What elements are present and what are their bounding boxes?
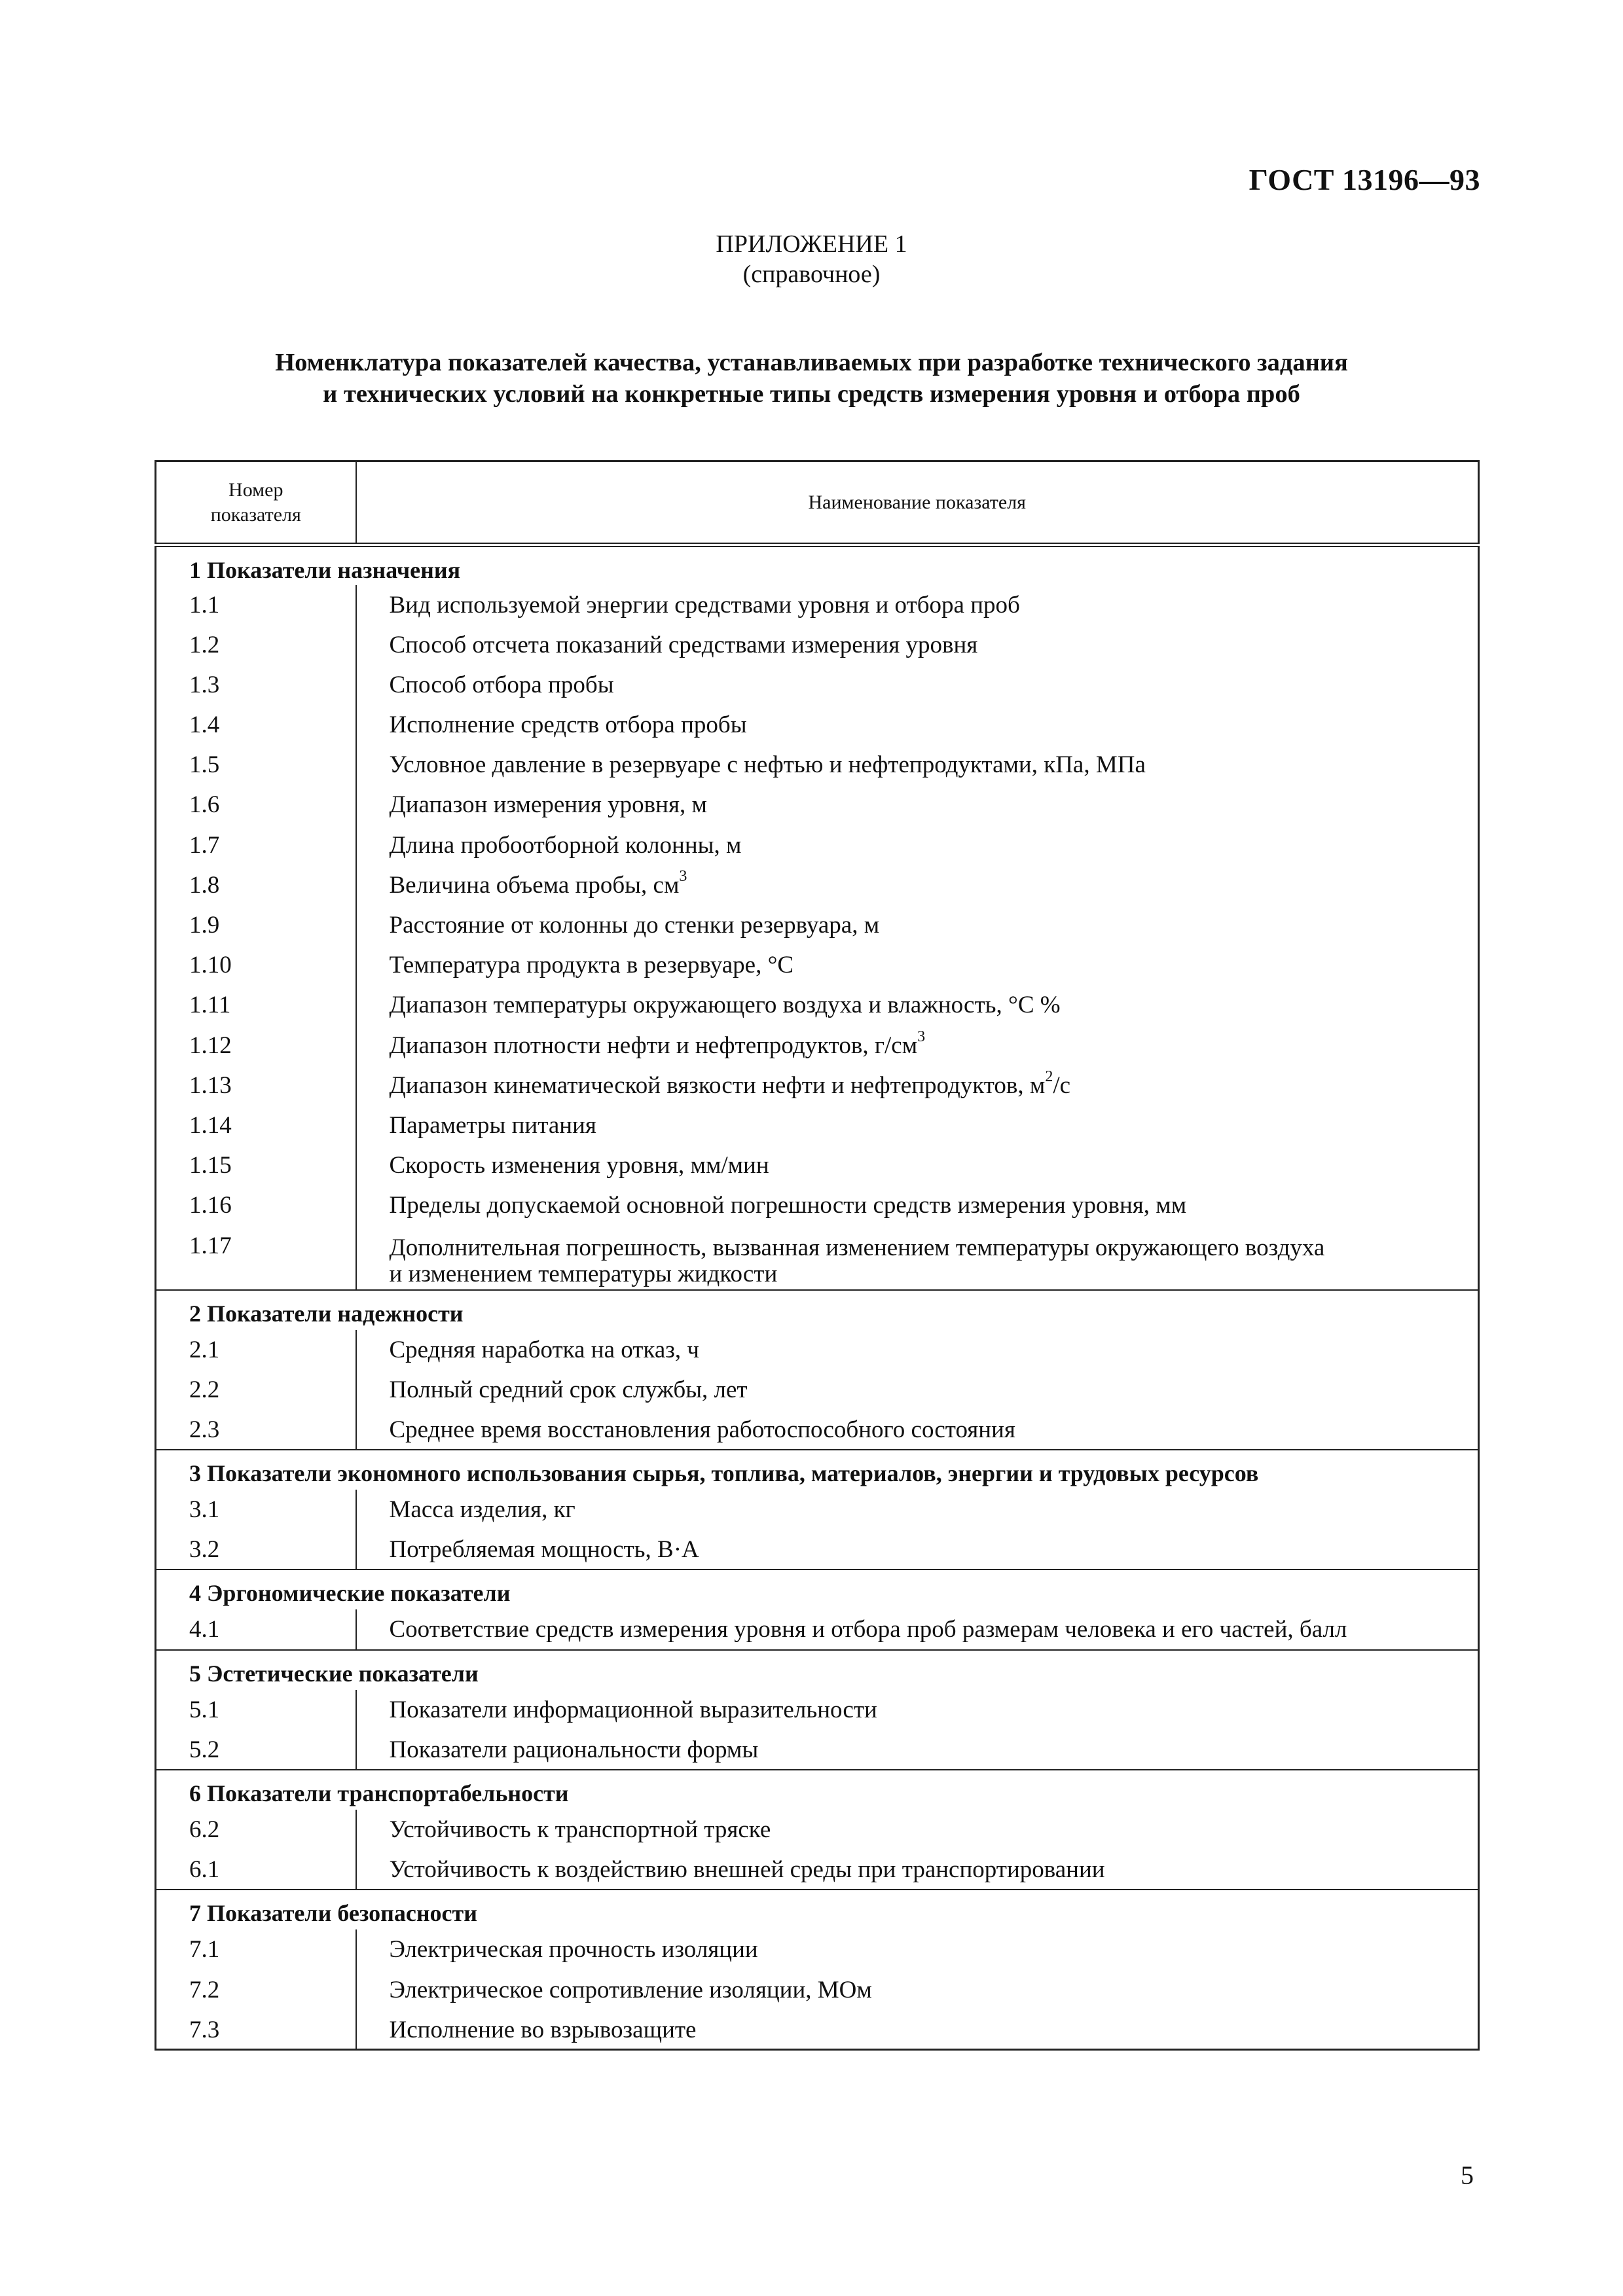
table-row: [156, 1690, 1479, 1730]
standard-number: ГОСТ 13196—93: [1249, 163, 1480, 196]
indicator-number: 1.1: [156, 585, 356, 625]
indicator-name: [356, 1609, 1479, 1649]
indicator-name: [356, 825, 1479, 865]
table-row: [156, 1410, 1479, 1450]
quality-indicators-table: [155, 460, 1480, 2051]
table-body: [156, 545, 1479, 2050]
indicator-number: 1.4: [156, 705, 356, 745]
indicator-number: 2.3: [156, 1410, 356, 1450]
indicator-name: [356, 1490, 1479, 1530]
appendix-title: ПРИЛОЖЕНИЕ 1: [716, 230, 907, 258]
indicator-name: [356, 2010, 1479, 2050]
indicator-number: 6.1: [156, 1850, 356, 1890]
indicator-number: 3.2: [156, 1530, 356, 1570]
table-row: [156, 745, 1479, 785]
appendix-subtitle: (справочное): [742, 260, 881, 288]
indicator-name: [356, 625, 1479, 665]
indicator-name-text: Устойчивость к транспортной тряске: [389, 1816, 771, 1843]
indicator-number: 1.17: [156, 1226, 356, 1290]
indicator-name-text: Исполнение во взрывозащите: [389, 2016, 697, 2043]
indicator-number: 2.2: [156, 1370, 356, 1410]
indicator-name: [356, 1226, 1479, 1290]
indicator-name: [356, 1370, 1479, 1410]
indicator-number: 3.1: [156, 1490, 356, 1530]
indicator-number: 1.8: [156, 865, 356, 905]
indicator-name: [356, 1929, 1479, 1969]
indicator-name-text: Среднее время восстановления работоспособного состояния: [389, 1416, 1015, 1443]
indicator-name-text: Показатели рациональности формы: [389, 1736, 759, 1763]
table-row: [156, 1730, 1479, 1770]
section-row: [156, 1450, 1479, 1490]
appendix-heading: [0, 229, 1623, 289]
indicator-name-text: Потребляемая мощность, В·А: [389, 1536, 699, 1564]
indicator-name: [356, 1145, 1479, 1185]
indicator-name-text: Дополнительная погрешность, вызванная изменением температуры окружающего воздуха: [389, 1234, 1325, 1261]
indicator-number: 7.3: [156, 2010, 356, 2050]
indicator-name: [356, 905, 1479, 945]
indicator-name-text: Показатели информационной выразительности: [389, 1696, 877, 1723]
indicator-name: [356, 665, 1479, 705]
indicator-name-text: Диапазон кинематической вязкости нефти и нефтепродуктов, м: [389, 1071, 1046, 1099]
unit-exponent: 3: [917, 1028, 926, 1046]
table-row: [156, 905, 1479, 945]
table-row: [156, 1490, 1479, 1530]
indicator-name: [356, 945, 1479, 985]
indicator-name: [356, 1530, 1479, 1570]
section-title: 6 Показатели транспортабельности: [189, 1780, 569, 1806]
indicator-number: 1.13: [156, 1066, 356, 1105]
indicator-name-text: Длина пробоотборной колонны, м: [389, 831, 742, 859]
indicator-number: 1.16: [156, 1185, 356, 1225]
indicator-name-text: Средняя наработка на отказ, ч: [389, 1336, 699, 1363]
section-title: 4 Эргономические показатели: [189, 1580, 511, 1607]
indicator-number: 2.1: [156, 1330, 356, 1370]
indicator-number: 1.15: [156, 1145, 356, 1185]
section-title: 3 Показатели экономного использования сырья, топлива, материалов, энергии и трудовых ресурсов: [189, 1460, 1259, 1487]
indicator-number: 6.2: [156, 1810, 356, 1850]
table-row: [156, 1066, 1479, 1105]
section-title: 2 Показатели надежности: [189, 1300, 464, 1327]
table-header: [156, 461, 1479, 545]
section-row: [156, 1890, 1479, 1929]
section-row: [156, 1650, 1479, 1690]
table-row: [156, 945, 1479, 985]
table-row: [156, 1026, 1479, 1066]
indicator-name-text: Температура продукта в резервуаре, °С: [389, 952, 794, 979]
indicator-number: 1.6: [156, 785, 356, 825]
table-row: [156, 1185, 1479, 1225]
unit-tail: /с: [1053, 1071, 1071, 1099]
indicator-number: 7.2: [156, 1970, 356, 2010]
indicator-name-text: Вид используемой энергии средствами уровня и отбора проб: [389, 591, 1020, 619]
table-row: [156, 1330, 1479, 1370]
table-row: [156, 585, 1479, 625]
indicator-number: 5.1: [156, 1690, 356, 1730]
table-row: [156, 625, 1479, 665]
unit-exponent: 2: [1045, 1068, 1053, 1086]
indicator-name: [356, 1026, 1479, 1066]
table-row: [156, 1850, 1479, 1890]
column-header-number: [156, 461, 356, 545]
indicator-number: 1.10: [156, 945, 356, 985]
indicator-number: 1.2: [156, 625, 356, 665]
indicator-number: 1.9: [156, 905, 356, 945]
table-row: [156, 785, 1479, 825]
indicator-name-text: Диапазон измерения уровня, м: [389, 791, 707, 819]
section-row: [156, 1570, 1479, 1609]
indicator-name-text: Условное давление в резервуаре с нефтью и нефтепродуктами, кПа, МПа: [389, 751, 1146, 779]
document-title-line-2: и технических условий на конкретные типы средств измерения уровня и отбора проб: [323, 380, 1300, 408]
indicator-name-text: Пределы допускаемой основной погрешности средств измерения уровня, мм: [389, 1192, 1187, 1219]
indicator-name-text: Устойчивость к воздействию внешней среды при транспортировании: [389, 1856, 1105, 1884]
indicator-name: [356, 1730, 1479, 1770]
section-row: [156, 545, 1479, 585]
column-header-name: Наименование показателя: [808, 491, 1026, 513]
indicator-name-text: Исполнение средств отбора пробы: [389, 711, 747, 739]
unit-exponent: 3: [679, 868, 687, 886]
table-row: [156, 825, 1479, 865]
indicator-name: [356, 985, 1479, 1025]
section-row: [156, 1770, 1479, 1810]
table-row: [156, 865, 1479, 905]
indicator-number: 1.5: [156, 745, 356, 785]
indicator-name: [356, 1330, 1479, 1370]
indicator-number: 7.1: [156, 1929, 356, 1969]
table-row: [156, 1609, 1479, 1649]
indicator-name: [356, 1066, 1479, 1105]
section-title: 5 Эстетические показатели: [189, 1660, 479, 1687]
indicator-name: [356, 705, 1479, 745]
indicator-name-text: Электрическое сопротивление изоляции, МОм: [389, 1976, 872, 2003]
column-header-number-line-1: Номер: [228, 478, 283, 501]
indicator-name-text: Масса изделия, кг: [389, 1496, 575, 1524]
indicator-number: 1.7: [156, 825, 356, 865]
indicator-name: [356, 745, 1479, 785]
table-row: [156, 1226, 1479, 1290]
table-row: [156, 1810, 1479, 1850]
indicator-name: [356, 1690, 1479, 1730]
indicator-name: [356, 585, 1479, 625]
indicator-number: 5.2: [156, 1730, 356, 1770]
indicator-name: [356, 865, 1479, 905]
column-header-number-line-2: показателя: [210, 503, 301, 526]
indicator-name: [356, 1410, 1479, 1450]
section-title: 7 Показатели безопасности: [189, 1900, 477, 1927]
indicator-name-text: Расстояние от колонны до стенки резервуара, м: [389, 912, 880, 939]
indicator-name-text: Величина объема пробы, см: [389, 871, 680, 899]
indicator-name-text: Соответствие средств измерения уровня и отбора проб размерам человека и его частей, балл: [389, 1616, 1347, 1643]
section-title: 1 Показатели назначения: [189, 557, 461, 583]
indicator-name: [356, 1105, 1479, 1145]
indicator-name: [356, 1850, 1479, 1890]
indicator-name: [356, 785, 1479, 825]
indicator-number: 1.3: [156, 665, 356, 705]
indicator-number: 1.11: [156, 985, 356, 1025]
section-row: [156, 1290, 1479, 1330]
table-row: [156, 665, 1479, 705]
table-row: [156, 1370, 1479, 1410]
table-row: [156, 1530, 1479, 1570]
indicator-name-continuation: и изменением температуры жидкости: [389, 1260, 778, 1287]
indicator-name: [356, 1185, 1479, 1225]
indicator-name-text: Способ отбора пробы: [389, 671, 614, 698]
indicator-name-text: Электрическая прочность изоляции: [389, 1936, 758, 1964]
indicator-name: [356, 1810, 1479, 1850]
table-row: [156, 705, 1479, 745]
indicator-number: 1.12: [156, 1026, 356, 1066]
table-row: [156, 1929, 1479, 1969]
indicator-number: 4.1: [156, 1609, 356, 1649]
table-row: [156, 1145, 1479, 1185]
document-title-line-1: Номенклатура показателей качества, устанавливаемых при разработке технического задания: [275, 349, 1348, 376]
table-row: [156, 1105, 1479, 1145]
indicator-name-text: Полный средний срок службы, лет: [389, 1376, 748, 1403]
table-row: [156, 2010, 1479, 2050]
indicator-name-text: Параметры питания: [389, 1111, 596, 1139]
indicator-name-text: Диапазон плотности нефти и нефтепродуктов, г/см: [389, 1031, 918, 1059]
indicator-name: [356, 1970, 1479, 2010]
indicator-name-text: Диапазон температуры окружающего воздуха и влажность, °С %: [389, 992, 1061, 1019]
table-row: [156, 1970, 1479, 2010]
indicator-number: 1.14: [156, 1105, 356, 1145]
document-title: [0, 347, 1623, 410]
table-row: [156, 985, 1479, 1025]
page-number: 5: [1461, 2161, 1474, 2190]
indicator-name-text: Скорость изменения уровня, мм/мин: [389, 1152, 769, 1179]
indicator-name-text: Способ отсчета показаний средствами измерения уровня: [389, 631, 978, 658]
